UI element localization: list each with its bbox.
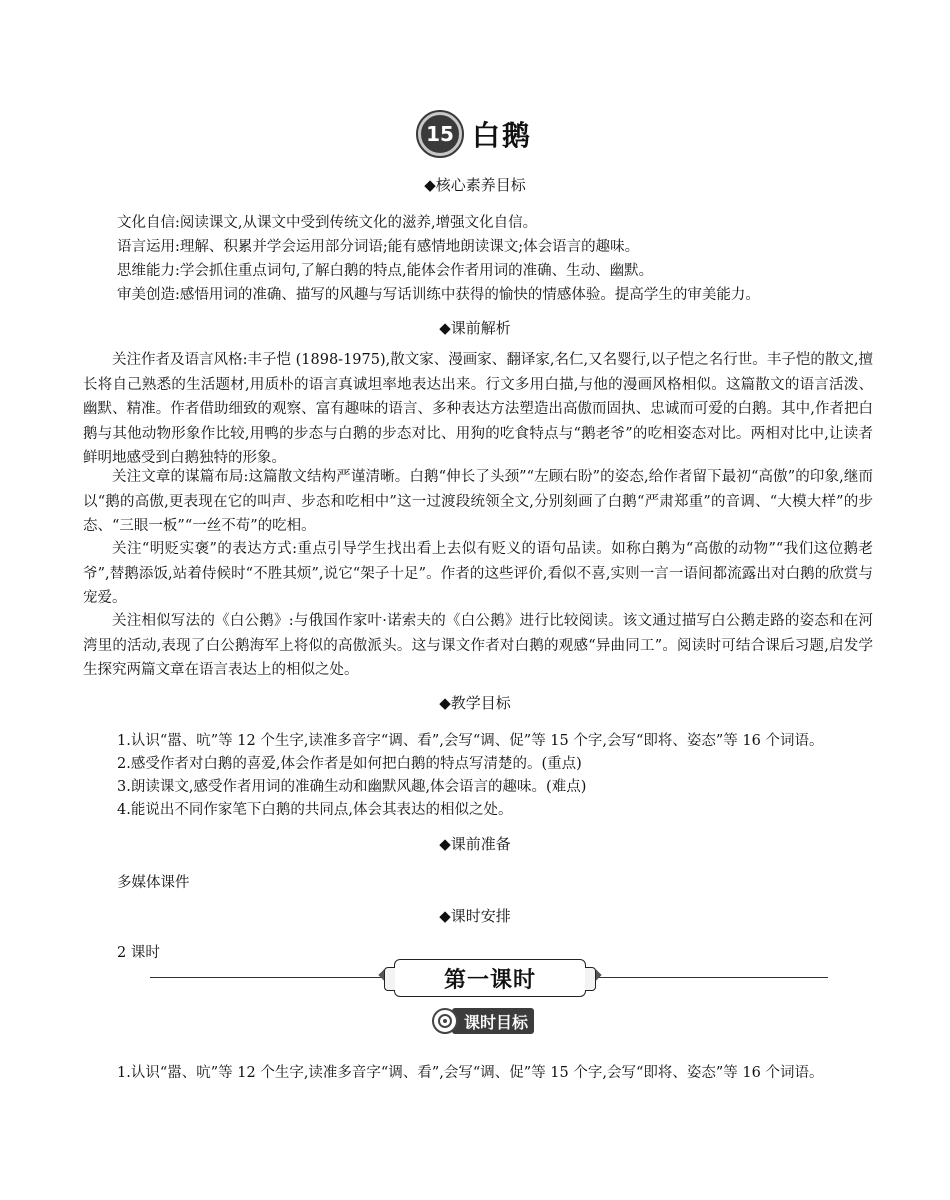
lesson-number-badge: 15 bbox=[418, 112, 462, 156]
lesson-title: 白鹅 bbox=[471, 119, 532, 152]
section-heading-schedule: ◆课时安排 bbox=[439, 907, 511, 925]
teaching-goal-4: 4.能说出不同作家笔下白鹅的共同点,体会其表达的相似之处。 bbox=[117, 802, 513, 818]
analysis-paragraph-style: 关注作者及语言风格:丰子恺 (1898-1975),散文家、漫画家、翻译家,名仁,又名婴行,以子恺之名行世。丰子恺的散文,擅长将自己熟悉的生活题材,用质朴的语言真诚坦率地表达出来。行文多用白描,与他的漫画风格相似。这篇散文的语言活泼、幽默、精准。作者借助细致的观察、富有趣味的语言、多种表达方法塑造出高傲而固执、忠诚而可爱的白鹅。其中,作者把白鹅与其他动物形象作比较,用鸭的步态与白鹅的步态对比、用狗的吃食特点与“鹅老爷”的吃相姿态对比。两相对比中,让读者鲜明地感受到白鹅独特的形象。 bbox=[83, 352, 873, 466]
teaching-goal-3: 3.朗读课文,感受作者用词的准确生动和幽默风趣,体会语言的趣味。(难点) bbox=[117, 779, 587, 795]
schedule-text: 2 课时 bbox=[117, 945, 160, 961]
preparation-text: 多媒体课件 bbox=[117, 875, 190, 891]
section-heading-analysis: ◆课前解析 bbox=[439, 319, 511, 337]
period-target-badge bbox=[432, 1007, 534, 1035]
period-goal-1: 1.认识“嚣、吭”等 12 个生字,读准多音字“调、看”,会写“调、促”等 15 个字,会写“即将、姿态”等 16 个词语。 bbox=[117, 1065, 824, 1081]
lesson-title-block bbox=[0, 112, 950, 156]
section-heading-core: ◆核心素养目标 bbox=[424, 176, 526, 194]
divider-right bbox=[598, 977, 828, 978]
target-icon bbox=[432, 1008, 458, 1034]
core-goal-thinking: 思维能力:学会抓住重点词句,了解白鹅的特点,能体会作者用词的准确、生动、幽默。 bbox=[117, 263, 654, 279]
analysis-paragraph-expression: 关注“明贬实褒”的表达方式:重点引导学生找出看上去似有贬义的语句品读。如称白鹅为“高傲的动物”“我们这位鹅老爷”,替鹅添饭,站着侍候时“不胜其烦”,说它“架子十足”。作者的这些评价,看似不喜,实则一言一语间都流露出对白鹅的欣赏与宠爱。 bbox=[83, 541, 873, 606]
analysis-paragraph-comparison: 关注相似写法的《白公鹅》:与俄国作家叶·诺索夫的《白公鹅》进行比较阅读。该文通过描写白公鹅走路的姿态和在河湾里的活动,表现了白公鹅海军上将似的高傲派头。这与课文作者对白鹅的观感“异曲同工”。阅读时可结合课后习题,启发学生探究两篇文章在语言表达上的相似之处。 bbox=[83, 613, 873, 678]
core-goal-aesthetic: 审美创造:感悟用词的准确、描写的风趣与写话训练中获得的愉快的情感体验。提高学生的审美能力。 bbox=[117, 287, 760, 303]
analysis-paragraph-structure: 关注文章的谋篇布局:这篇散文结构严谨清晰。白鹅“伸长了头颈”“左顾右盼”的姿态,给作者留下最初“高傲”的印象,继而以“鹅的高傲,更表现在它的叫声、步态和吃相中”这一过渡段统领全文,分别刻画了白鹅“严肃郑重”的音调、“大模大样”的步态、“三眼一板”“一丝不苟”的吃相。 bbox=[83, 469, 873, 534]
teaching-goal-2: 2.感受作者对白鹅的喜爱,体会作者是如何把白鹅的特点写清楚的。(重点) bbox=[117, 756, 582, 772]
period-target-label: 课时目标 bbox=[452, 1008, 534, 1034]
core-goal-culture: 文化自信:阅读课文,从课文中受到传统文化的滋养,增强文化自信。 bbox=[117, 215, 538, 231]
first-period-heading: 第一课时 bbox=[394, 959, 586, 997]
section-heading-teaching-goals: ◆教学目标 bbox=[439, 694, 511, 712]
divider-left bbox=[150, 977, 388, 978]
teaching-goal-1: 1.认识“嚣、吭”等 12 个生字,读准多音字“调、看”,会写“调、促”等 15 个字,会写“即将、姿态”等 16 个词语。 bbox=[117, 733, 824, 749]
section-heading-preparation: ◆课前准备 bbox=[439, 835, 511, 853]
core-goal-language: 语言运用:理解、积累并学会运用部分词语;能有感情地朗读课文;体会语言的趣味。 bbox=[117, 239, 640, 255]
